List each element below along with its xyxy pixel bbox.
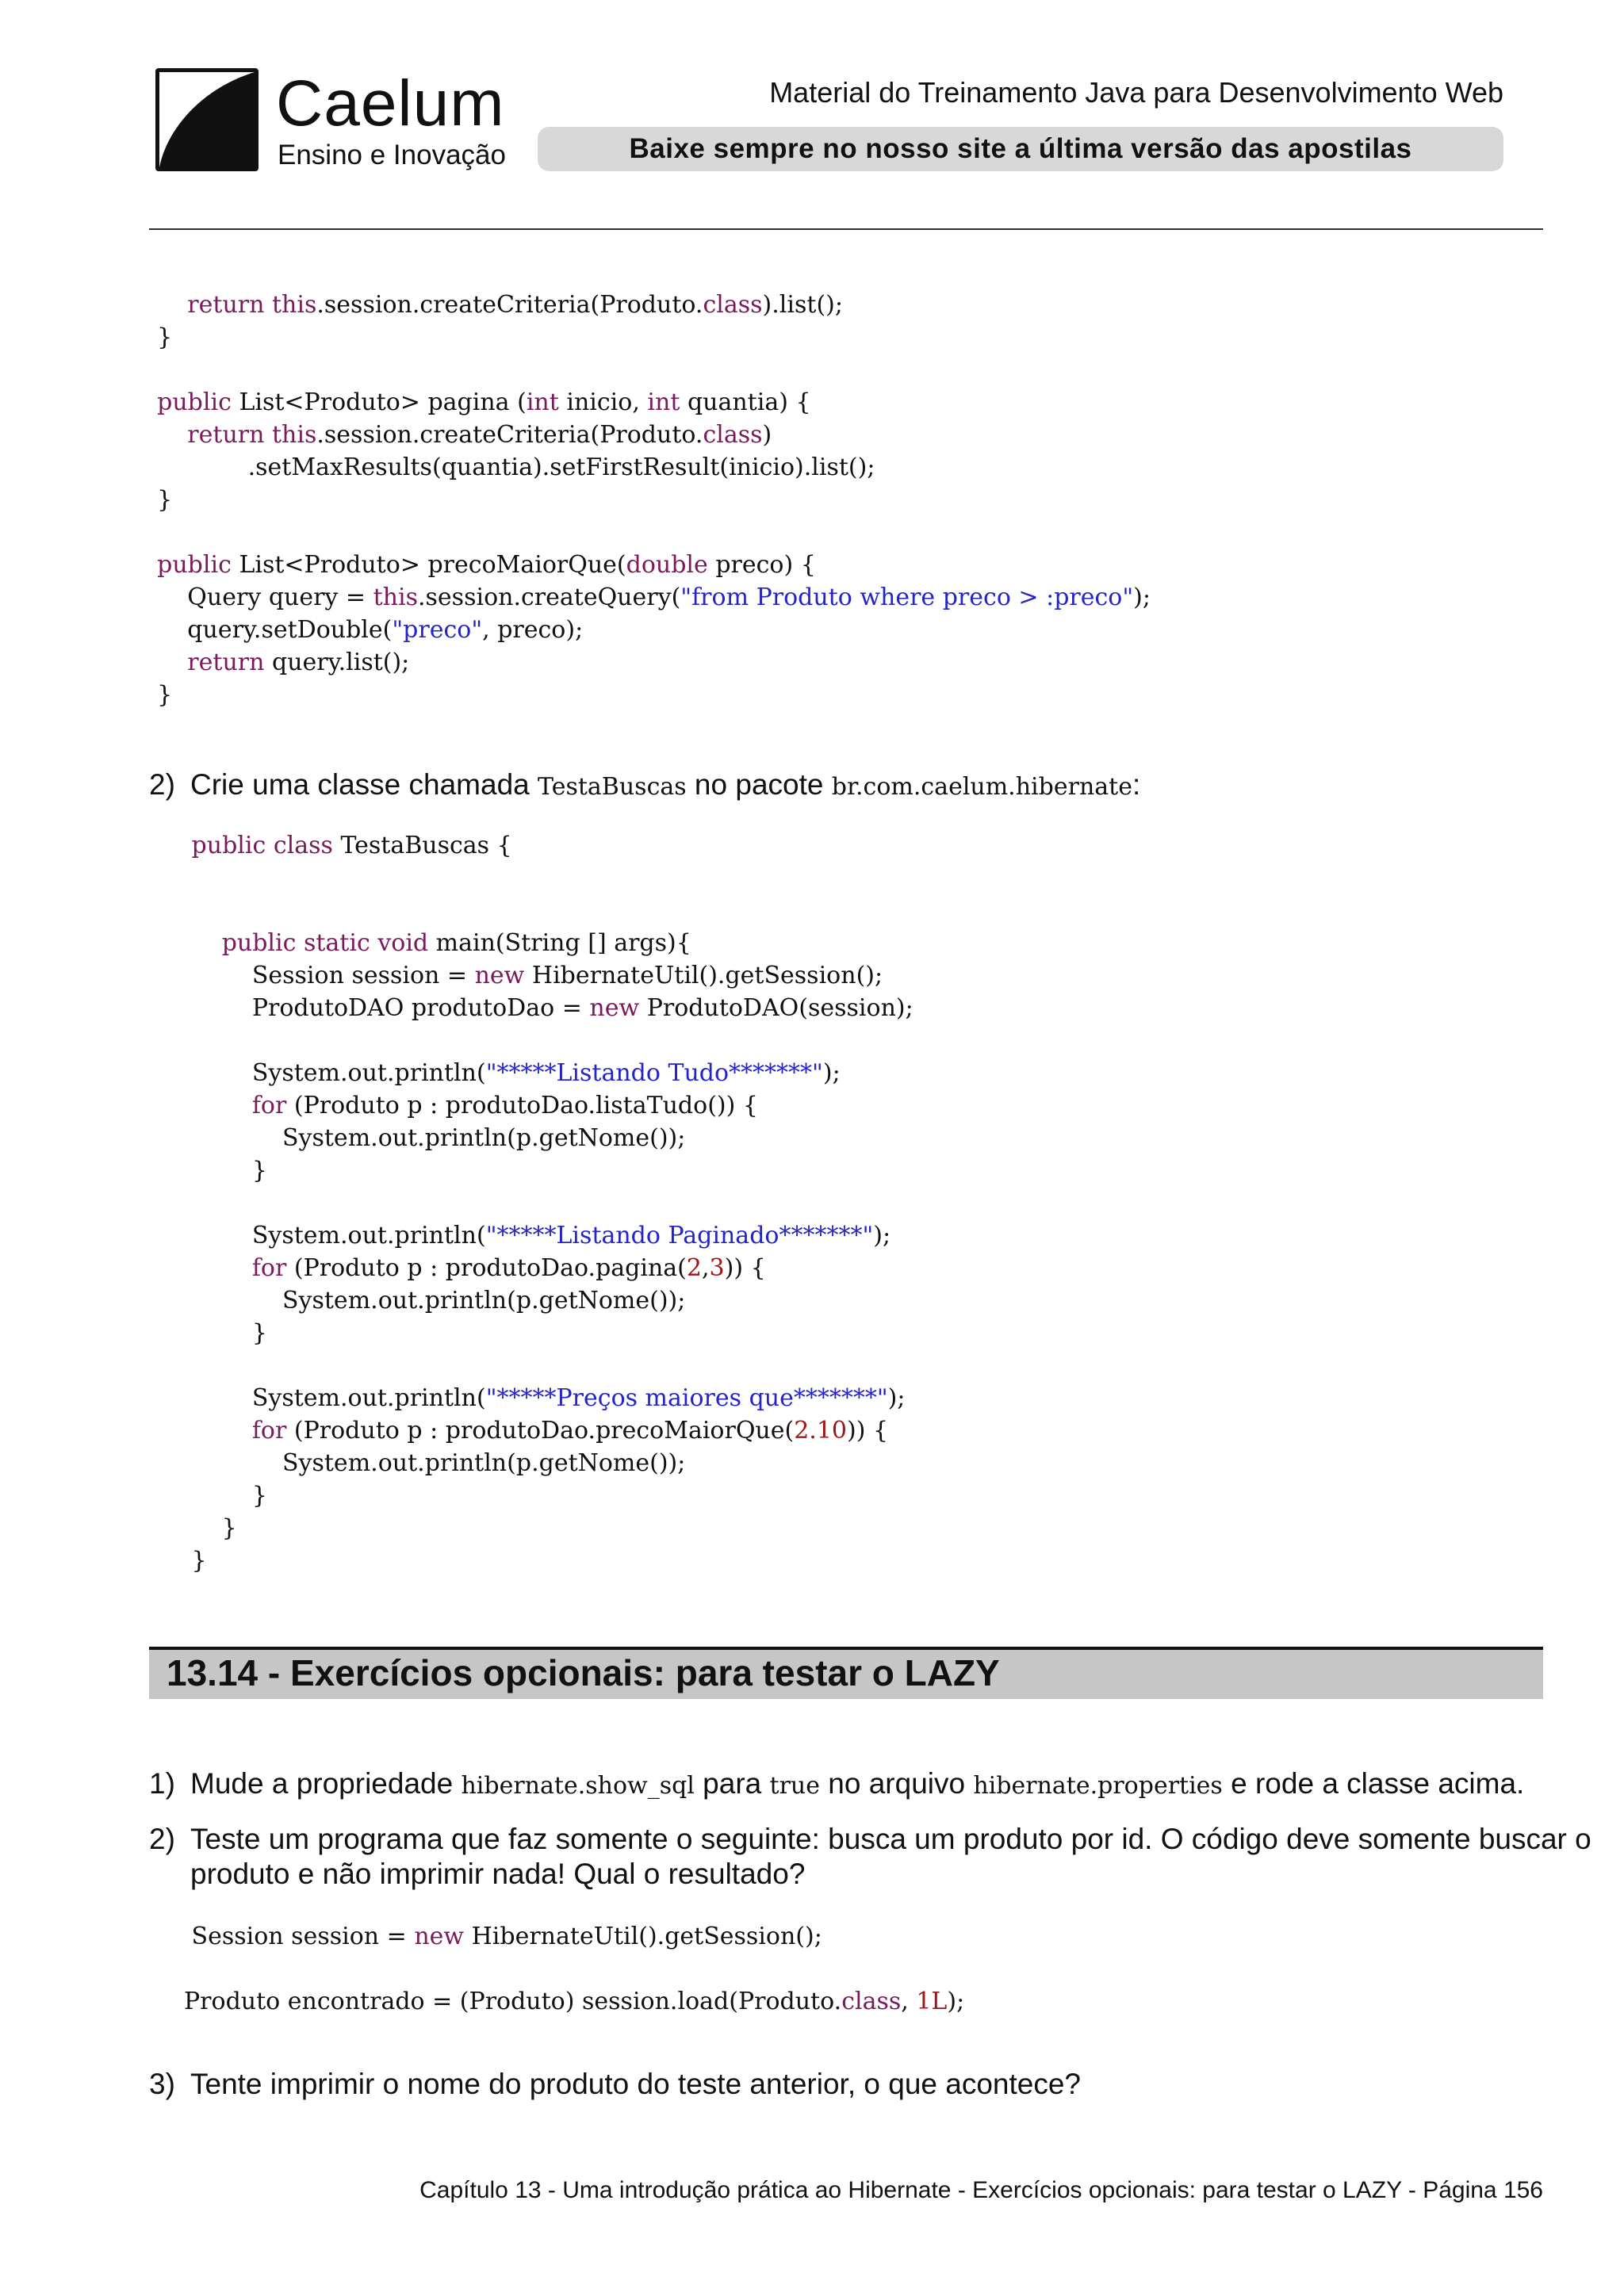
code-line: Session session = new HibernateUtil().getSession(); xyxy=(251,962,883,989)
step-text: no pacote xyxy=(686,768,832,801)
code-block-testa-buscas xyxy=(184,829,914,1577)
code-line: System.out.println("*****Listando Tudo*******"); xyxy=(251,1059,841,1087)
code-line: System.out.println("*****Listando Paginado*******"); xyxy=(251,1222,891,1249)
code-block-session-load xyxy=(184,1920,964,2018)
exercise-text-line2: produto e não imprimir nada! Qual o resultado? xyxy=(190,1858,806,1890)
code-line: public List<Produto> precoMaiorQue(double preco) { xyxy=(157,551,816,579)
code-line: .setMaxResults(quantia).setFirstResult(inicio).list(); xyxy=(127,453,875,481)
code-line: System.out.println(p.getNome()); xyxy=(282,1124,686,1152)
code-line: System.out.println("*****Preços maiores que*******"); xyxy=(251,1384,906,1412)
code-line: } xyxy=(127,486,173,514)
logo-mark xyxy=(155,68,259,171)
code-line: return query.list(); xyxy=(187,649,410,676)
header-divider xyxy=(149,228,1543,230)
code-line: ProdutoDAO produtoDao = new ProdutoDAO(session); xyxy=(251,994,914,1022)
code-line: for (Produto p : produtoDao.precoMaiorQue(2.10)) { xyxy=(251,1417,889,1445)
exercise-number: 3) xyxy=(149,2068,175,2100)
exercise-2 xyxy=(149,1822,1591,1892)
code-line: public class TestaBuscas { xyxy=(191,832,512,859)
step-2 xyxy=(149,767,1140,805)
step-text: Crie uma classe chamada xyxy=(190,768,538,801)
code-line: public List<Produto> pagina (int inicio, int quantia) { xyxy=(157,388,811,416)
step-number: 2) xyxy=(149,768,175,801)
code-line: for (Produto p : produtoDao.pagina(2,3)) { xyxy=(251,1254,766,1282)
exercise-3 xyxy=(149,2067,1081,2102)
exercise-number: 2) xyxy=(149,1823,175,1855)
exercise-text: para xyxy=(694,1767,770,1800)
property-value: true xyxy=(769,1772,820,1800)
exercise-1 xyxy=(149,1766,1524,1804)
code-block-dao-methods xyxy=(127,289,1151,711)
svg-text:✱: ✱ xyxy=(167,78,182,98)
header-title: Material do Treinamento Java para Desenvolvimento Web xyxy=(769,76,1503,109)
code-line: query.setDouble("preco", preco); xyxy=(187,616,584,644)
code-line: Session session = new HibernateUtil().getSession(); xyxy=(191,1923,822,1950)
code-line: Produto encontrado = (Produto) session.load(Produto.class, 1L); xyxy=(184,1988,965,2015)
package-name: br.com.caelum.hibernate xyxy=(831,773,1132,801)
code-line: return this.session.createCriteria(Produto.class).list(); xyxy=(187,291,843,319)
exercise-text: no arquivo xyxy=(820,1767,974,1800)
exercise-text: Tente imprimir o nome do produto do teste anterior, o que acontece? xyxy=(190,2068,1082,2100)
exercise-text: Mude a propriedade xyxy=(190,1767,462,1800)
step-text: : xyxy=(1132,768,1141,801)
section-title: 13.14 - Exercícios opcionais: para testar o LAZY xyxy=(149,1647,1543,1699)
code-line: } xyxy=(127,681,173,709)
exercise-text: e rode a classe acima. xyxy=(1222,1767,1525,1800)
logo-title: Caelum xyxy=(276,67,505,140)
code-line: return this.session.createCriteria(Produto.class) xyxy=(187,421,772,449)
code-line: } xyxy=(184,1157,267,1184)
property-name: hibernate.show_sql xyxy=(461,1772,695,1800)
code-line: System.out.println(p.getNome()); xyxy=(282,1449,686,1477)
file-name: hibernate.properties xyxy=(973,1772,1223,1800)
class-name: TestaBuscas xyxy=(538,773,687,801)
code-line: } xyxy=(184,1514,237,1542)
download-banner[interactable]: Baixe sempre no nosso site a última versão das apostilas xyxy=(538,127,1503,171)
code-line: Query query = this.session.createQuery("from Produto where preco > :preco"); xyxy=(187,584,1151,611)
code-line: public static void main(String [] args){ xyxy=(221,929,691,957)
logo-subtitle: Ensino e Inovação xyxy=(278,140,506,170)
code-line: } xyxy=(184,1482,267,1510)
exercise-text-line1: Teste um programa que faz somente o seguinte: busca um produto por id. O código deve somente buscar o xyxy=(190,1823,1591,1855)
page-footer: Capítulo 13 - Uma introdução prática ao Hibernate - Exercícios opcionais: para testar o LAZY - Página 156 xyxy=(419,2177,1543,2203)
code-line: System.out.println(p.getNome()); xyxy=(282,1287,686,1314)
code-line: } xyxy=(184,1547,207,1575)
code-line: for (Produto p : produtoDao.listaTudo()) { xyxy=(251,1092,758,1119)
exercise-number: 1) xyxy=(149,1767,175,1800)
code-line: } xyxy=(127,323,173,351)
code-line: } xyxy=(184,1319,267,1347)
